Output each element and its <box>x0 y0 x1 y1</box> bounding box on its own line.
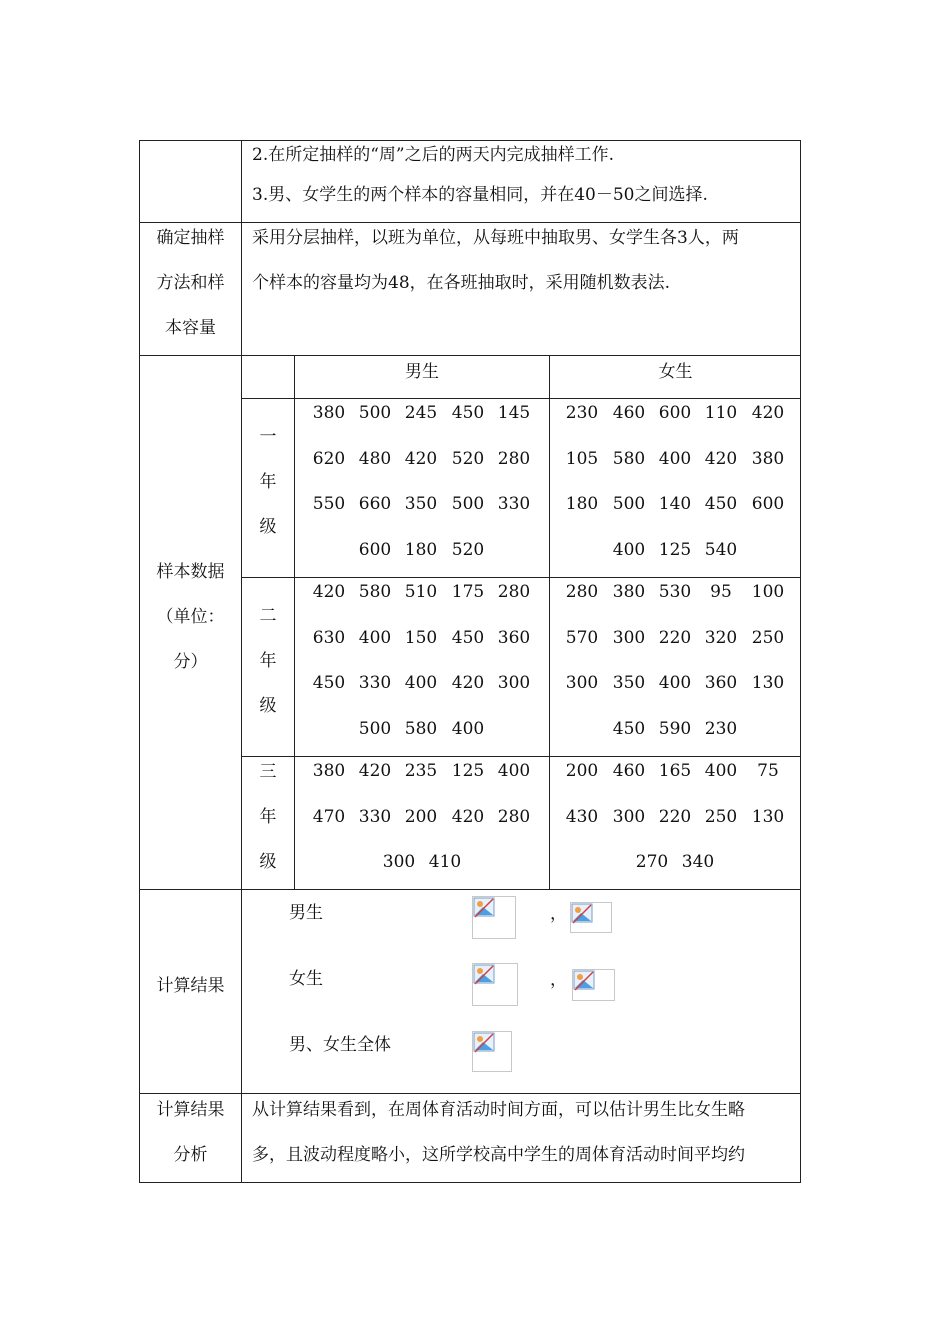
sample-value: 580 <box>404 719 438 739</box>
sample-value: 400 <box>704 761 738 781</box>
sample-value: 320 <box>704 628 738 648</box>
gender-column-divider <box>549 355 550 889</box>
header-divider <box>241 398 801 399</box>
sample-value: 460 <box>612 403 646 423</box>
result-separator: ， <box>550 904 567 924</box>
sample-value: 165 <box>658 761 692 781</box>
sample-value: 450 <box>451 628 485 648</box>
sample-value: 400 <box>451 719 485 739</box>
sample-value: 380 <box>312 403 346 423</box>
result-female-label: 女生 <box>289 969 323 989</box>
sample-value: 400 <box>358 628 392 648</box>
sample-value: 540 <box>704 540 738 560</box>
sample-value: 420 <box>751 403 785 423</box>
sample-value: 500 <box>358 719 392 739</box>
sample-value: 330 <box>497 494 531 514</box>
sample-value: 300 <box>565 673 599 693</box>
result-all-label: 男、女生全体 <box>289 1035 391 1055</box>
sample-value: 230 <box>704 719 738 739</box>
sample-value: 360 <box>704 673 738 693</box>
sample-value: 580 <box>358 582 392 602</box>
sample-value: 410 <box>428 852 462 872</box>
sample-value: 150 <box>404 628 438 648</box>
sample-value: 470 <box>312 807 346 827</box>
sample-value: 500 <box>358 403 392 423</box>
grade-2-label-char: 年 <box>259 651 277 671</box>
sample-value: 220 <box>658 628 692 648</box>
sample-value: 300 <box>612 628 646 648</box>
analysis-text-line: 从计算结果看到，在周体育活动时间方面，可以估计男生比女生略 <box>252 1100 745 1120</box>
sample-value: 360 <box>497 628 531 648</box>
sample-value: 235 <box>404 761 438 781</box>
sample-value: 340 <box>681 852 715 872</box>
sample-label-line: 样本数据 <box>156 562 225 582</box>
sample-value: 400 <box>404 673 438 693</box>
sample-value: 660 <box>358 494 392 514</box>
male-header: 男生 <box>405 362 439 382</box>
sample-value: 200 <box>404 807 438 827</box>
grade-3-label-char: 年 <box>259 807 277 827</box>
grade-1-label-char: 级 <box>259 517 277 537</box>
sample-value: 140 <box>658 494 692 514</box>
method-text-line: 采用分层抽样，以班为单位，从每班中抽取男、女学生各3人，两 <box>252 228 739 248</box>
sample-value: 250 <box>704 807 738 827</box>
row-divider <box>139 1093 801 1094</box>
sample-value: 125 <box>658 540 692 560</box>
sample-value: 300 <box>612 807 646 827</box>
sample-value: 530 <box>658 582 692 602</box>
sample-value: 590 <box>658 719 692 739</box>
sample-value: 520 <box>451 449 485 469</box>
sample-value: 230 <box>565 403 599 423</box>
sample-value: 330 <box>358 673 392 693</box>
sample-value: 600 <box>751 494 785 514</box>
sample-value: 580 <box>612 449 646 469</box>
method-label-line: 方法和样 <box>156 273 225 293</box>
sample-value: 350 <box>612 673 646 693</box>
sample-value: 510 <box>404 582 438 602</box>
sample-value: 450 <box>704 494 738 514</box>
sample-value: 630 <box>312 628 346 648</box>
result-label: 计算结果 <box>156 976 225 996</box>
broken-image-icon <box>472 1031 512 1072</box>
row-divider <box>139 355 801 356</box>
sample-value: 300 <box>382 852 416 872</box>
sample-value: 550 <box>312 494 346 514</box>
sample-value: 430 <box>565 807 599 827</box>
sample-value: 220 <box>658 807 692 827</box>
sample-value: 245 <box>404 403 438 423</box>
sample-value: 350 <box>404 494 438 514</box>
sampling-rule-3: 3.男、女学生的两个样本的容量相同，并在40－50之间选择. <box>252 185 708 205</box>
sample-value: 130 <box>751 807 785 827</box>
method-label-line: 本容量 <box>165 318 216 338</box>
sample-value: 420 <box>451 673 485 693</box>
sample-value: 300 <box>497 673 531 693</box>
sample-value: 420 <box>312 582 346 602</box>
sample-value: 130 <box>751 673 785 693</box>
sample-value: 400 <box>658 673 692 693</box>
sample-value: 75 <box>757 761 779 781</box>
row-divider <box>139 222 801 223</box>
result-male-label: 男生 <box>289 903 323 923</box>
grade-2-label-char: 级 <box>259 696 277 716</box>
sample-value: 380 <box>751 449 785 469</box>
sample-value: 570 <box>565 628 599 648</box>
grade-1-label-char: 年 <box>259 472 277 492</box>
sample-value: 420 <box>451 807 485 827</box>
method-label-line: 确定抽样 <box>156 228 225 248</box>
sample-label-line: （单位： <box>156 607 225 627</box>
sample-value: 180 <box>565 494 599 514</box>
sample-value: 125 <box>451 761 485 781</box>
sample-value: 380 <box>312 761 346 781</box>
sample-value: 460 <box>612 761 646 781</box>
sample-value: 450 <box>451 403 485 423</box>
grade-2-label-char: 二 <box>259 606 277 626</box>
sample-value: 280 <box>565 582 599 602</box>
sample-label-line: 分） <box>173 652 208 672</box>
sample-value: 250 <box>751 628 785 648</box>
sample-value: 600 <box>358 540 392 560</box>
sample-value: 180 <box>404 540 438 560</box>
grade-divider <box>241 577 801 578</box>
sample-value: 280 <box>497 807 531 827</box>
sampling-rule-2: 2.在所定抽样的“周”之后的两天内完成抽样工作. <box>252 145 615 165</box>
result-separator: ， <box>550 970 567 990</box>
broken-image-icon <box>572 969 615 1001</box>
sample-value: 175 <box>451 582 485 602</box>
grade-divider <box>241 756 801 757</box>
sample-value: 620 <box>312 449 346 469</box>
sample-value: 380 <box>612 582 646 602</box>
row-divider <box>139 889 801 890</box>
sample-value: 200 <box>565 761 599 781</box>
grade-column-divider <box>294 355 295 889</box>
grade-3-label-char: 级 <box>259 852 277 872</box>
sample-value: 400 <box>612 540 646 560</box>
sample-value: 420 <box>358 761 392 781</box>
broken-image-icon <box>472 963 518 1006</box>
sample-value: 450 <box>612 719 646 739</box>
sample-value: 330 <box>358 807 392 827</box>
sample-value: 520 <box>451 540 485 560</box>
sample-value: 280 <box>497 449 531 469</box>
grade-1-label-char: 一 <box>259 427 277 447</box>
broken-image-icon <box>570 902 612 933</box>
sample-value: 110 <box>704 403 738 423</box>
sample-value: 400 <box>497 761 531 781</box>
sample-value: 450 <box>312 673 346 693</box>
sample-value: 500 <box>612 494 646 514</box>
method-text-line: 个样本的容量均为48，在各班抽取时，采用随机数表法. <box>252 273 671 293</box>
grade-3-label-char: 三 <box>259 762 277 782</box>
analysis-label-line: 计算结果 <box>156 1100 225 1120</box>
sample-value: 280 <box>497 582 531 602</box>
sample-value: 145 <box>497 403 531 423</box>
broken-image-icon <box>472 896 516 939</box>
sample-value: 480 <box>358 449 392 469</box>
sample-value: 400 <box>658 449 692 469</box>
analysis-label-line: 分析 <box>173 1145 208 1165</box>
sample-value: 500 <box>451 494 485 514</box>
analysis-text-line: 多，且波动程度略小，这所学校高中学生的周体育活动时间平均约 <box>252 1145 745 1165</box>
sample-value: 270 <box>635 852 669 872</box>
sample-value: 105 <box>565 449 599 469</box>
sample-value: 420 <box>404 449 438 469</box>
sample-value: 95 <box>710 582 732 602</box>
female-header: 女生 <box>658 362 693 382</box>
sample-value: 600 <box>658 403 692 423</box>
sample-value: 100 <box>751 582 785 602</box>
sample-value: 420 <box>704 449 738 469</box>
